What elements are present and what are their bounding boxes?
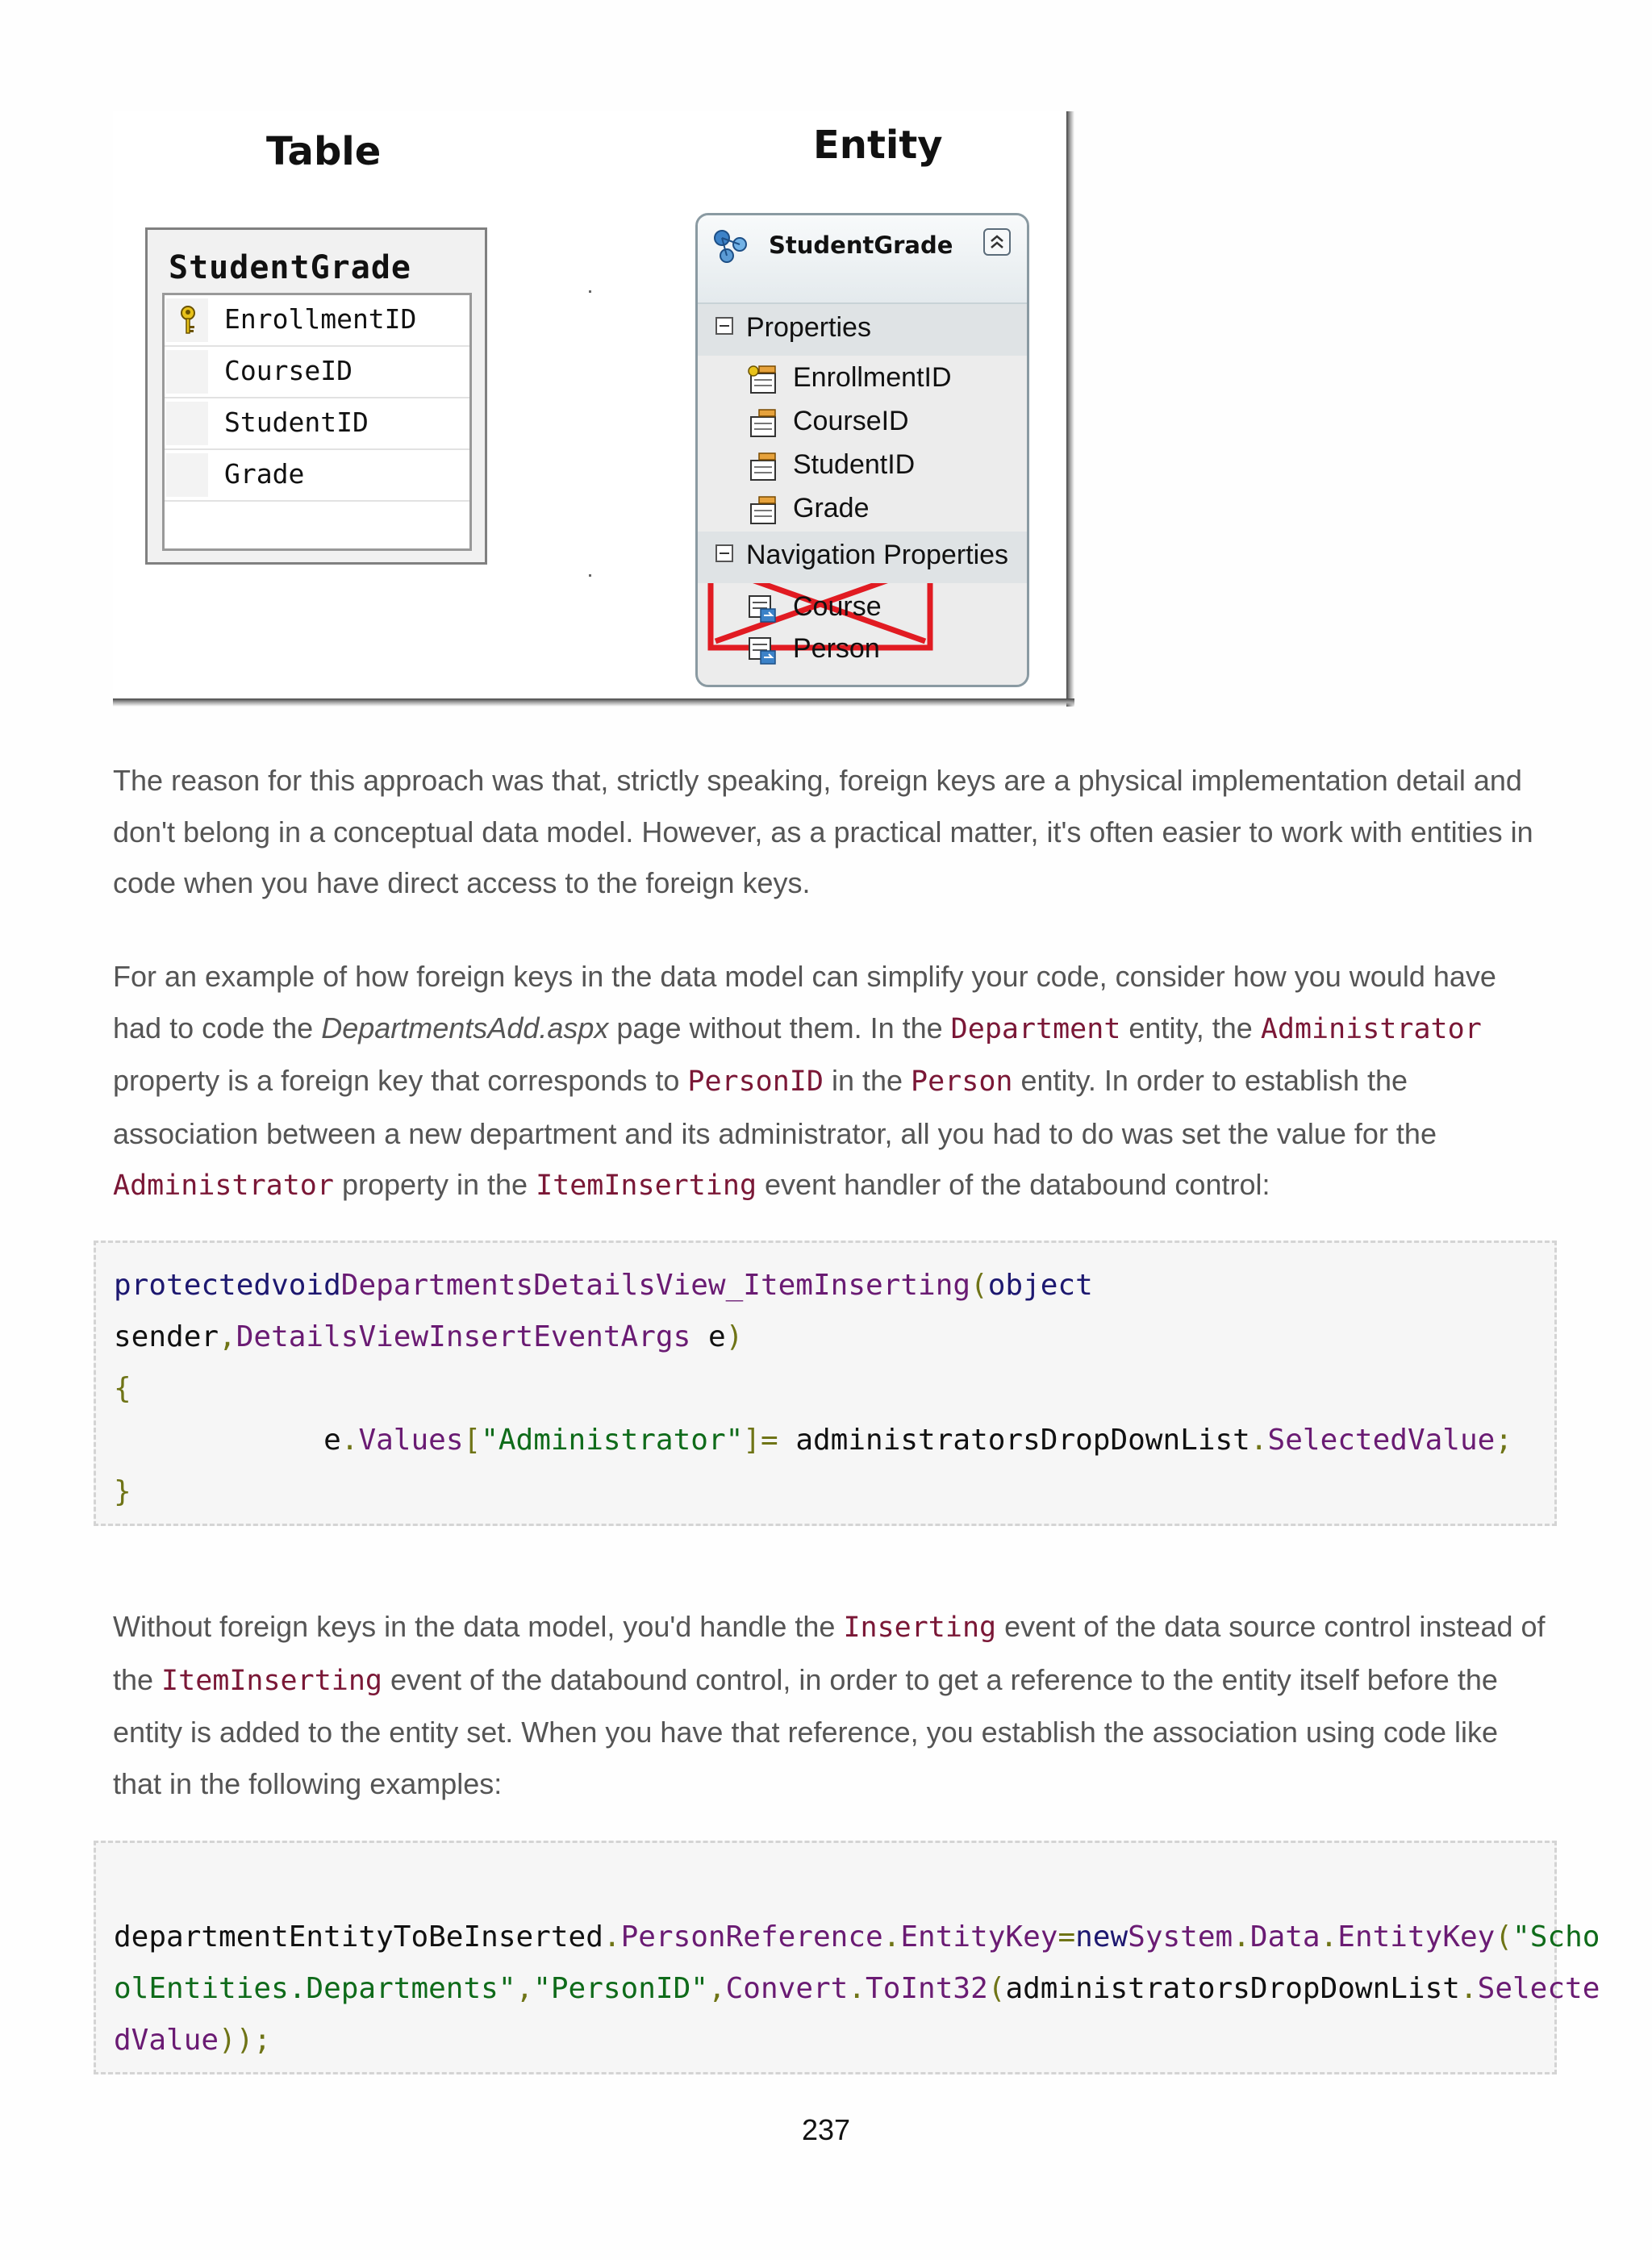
table-column-row: [165, 347, 469, 398]
properties-section-header[interactable]: [698, 304, 1027, 356]
code-line: {: [114, 1372, 131, 1405]
navigation-property-name: Person: [793, 633, 880, 664]
property-icon: [746, 451, 778, 483]
text: entity, the: [1120, 1011, 1261, 1045]
table-column-row: [165, 398, 469, 450]
inline-code: ItemInserting: [161, 1664, 382, 1697]
paragraph-foreign-keys-reason: The reason for this approach was that, strictly speaking, foreign keys are a physical implementation detail and don't belong in a conceptual data model. However, as a practical matter, it's often easier to work with entities in code when you have direct access to the foreign keys.: [113, 764, 1533, 899]
collapse-minus-icon[interactable]: [715, 317, 733, 335]
navigation-section-header[interactable]: [698, 532, 1027, 583]
entity-title: StudentGrade: [769, 231, 953, 259]
inline-code: ItemInserting: [536, 1170, 757, 1202]
table-heading: Table: [266, 129, 382, 174]
table-column-row: [165, 295, 469, 347]
property-icon: [746, 407, 778, 440]
text: in the: [823, 1064, 912, 1097]
row-gutter: [166, 350, 208, 394]
entity-property-name: CourseID: [793, 406, 909, 436]
inline-code: Administrator: [1260, 1012, 1482, 1045]
code-line: e.Values["Administrator"]= administratorsDropDownList.SelectedValue;: [114, 1424, 1512, 1457]
database-table: [145, 227, 487, 565]
primary-key-icon: [177, 305, 198, 337]
entity-heading: Entity: [813, 123, 943, 168]
code-line: protectedvoidDepartmentsDetailsView_ItemInserting(object: [114, 1269, 1093, 1302]
code-line: olEntities.Departments","PersonID",Convert.ToInt32(administratorsDropDownList.Selecte: [114, 1972, 1600, 2005]
table-column-name: Grade: [224, 458, 305, 490]
row-gutter: [166, 402, 208, 445]
row-gutter: [166, 453, 208, 497]
figure-shadow: [113, 698, 1074, 707]
navigation-properties-label: Navigation Properties: [746, 540, 1009, 570]
row-gutter: [166, 298, 208, 342]
page-number: 237: [801, 2113, 851, 2146]
collapse-icon[interactable]: [983, 228, 1011, 256]
text: event of the databound control, in order to get a reference to the entity itself before the entity is added to the entity set. When you have that reference, you establish the association using code like that in the following examples:: [113, 1662, 1499, 1800]
text: entity. In order to establish the association between a new department and its administrator, all you had to do was set the value for the: [113, 1064, 1437, 1150]
inline-code: Administrator: [113, 1170, 334, 1202]
paragraph-without-foreign-keys: [113, 1601, 1549, 1809]
stray-dot: [589, 290, 591, 293]
navigation-property-name: Course: [793, 591, 882, 622]
figure-shadow: [1066, 111, 1074, 707]
stray-dot: [589, 574, 591, 577]
property-icon: [746, 494, 778, 527]
inline-code: PersonID: [687, 1065, 824, 1098]
file-name: DepartmentsAdd.aspx: [321, 1011, 609, 1045]
table-column-name: CourseID: [224, 355, 353, 386]
code-line: }: [114, 1475, 131, 1508]
code-line: sender,DetailsViewInsertEventArgs e): [114, 1320, 744, 1353]
table-vs-entity-figure: [113, 111, 1066, 698]
entity-header: [698, 215, 1027, 304]
text: property in the: [333, 1168, 536, 1201]
code-line: departmentEntityToBeInserted.PersonReference.EntityKey=newSystem.Data.EntityKey("Scho: [114, 1920, 1600, 1954]
text: For an example of how foreign keys in the data model can simplify your code, consider how you would have had to code the: [113, 960, 1496, 1045]
inline-code: Person: [911, 1065, 1013, 1098]
table-column-row: [165, 450, 469, 502]
navigation-property-icon: [746, 635, 778, 667]
properties-label: Properties: [746, 312, 871, 343]
table-column-name: EnrollmentID: [224, 303, 417, 335]
navigation-property-icon: [746, 593, 778, 625]
entity-icon: [711, 227, 751, 265]
inline-code: Inserting: [843, 1612, 997, 1644]
code-line: dValue));: [114, 2024, 272, 2057]
table-title: StudentGrade: [169, 249, 411, 286]
entity-property-name: Grade: [793, 493, 870, 523]
entity-property-name: StudentID: [793, 449, 916, 480]
paragraph-foreign-keys-example: [113, 951, 1549, 1212]
table-column-name: StudentID: [224, 407, 369, 438]
text: page without them. In the: [608, 1011, 951, 1045]
table-columns: [162, 293, 472, 551]
code-block: [94, 1841, 1600, 2074]
key-property-icon: [746, 364, 778, 396]
text: property is a foreign key that corresponds to: [113, 1064, 688, 1097]
inline-code: Department: [950, 1012, 1121, 1045]
text: event handler of the databound control:: [757, 1168, 1270, 1201]
collapse-minus-icon[interactable]: [715, 544, 733, 562]
text: Without foreign keys in the data model, you'd handle the: [113, 1610, 844, 1643]
code-block: [94, 1240, 1557, 1526]
text: event of the data source control instead of the: [113, 1610, 1546, 1696]
entity-property-name: EnrollmentID: [793, 362, 952, 393]
entity-box: [695, 213, 1029, 687]
